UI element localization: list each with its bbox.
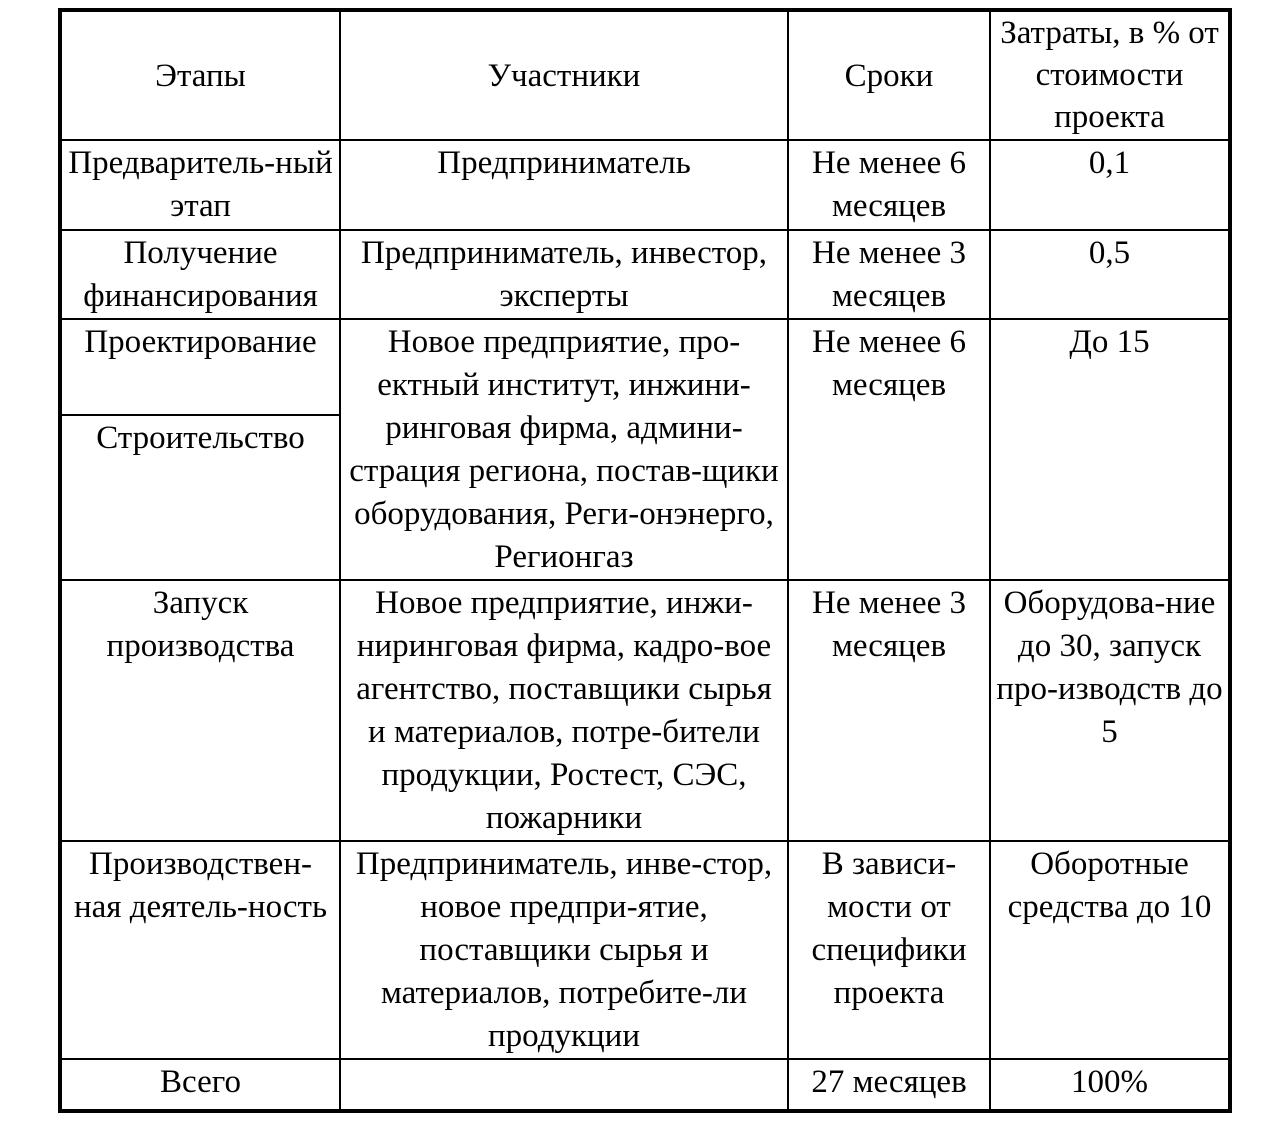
participants-cell: Предприниматель, инвестор, эксперты [340,230,788,319]
table-row [60,319,1230,415]
terms-cell: Не менее 3 месяцев [788,580,990,841]
terms-cell: В зависи-мости от специфики проекта [788,841,990,1059]
costs-cell: Оборотные средства до 10 [990,841,1230,1059]
project-stages-table [58,8,1232,1113]
participants-cell: Новое предприятие, инжи-ниринговая фирма, кадро-вое агентство, поставщики сырья и материалов, потре-бители продукции, Ростест, СЭС, пожарники [340,580,788,841]
stage-cell: Строительство [60,415,340,580]
table-row [60,841,1230,1059]
stage-cell: Производствен-ная деятель-ность [60,841,340,1059]
participants-cell: Предприниматель [340,140,788,230]
costs-cell: 0,1 [990,140,1230,230]
total-label-cell: Всего [60,1059,340,1111]
table-row [60,230,1230,319]
header-costs: Затраты, в % от стоимости проекта [990,10,1230,140]
stage-cell: Получение финансирования [60,230,340,319]
participants-cell: Предприниматель, инве-стор, новое предпри-ятие, поставщики сырья и материалов, потребите-ли продукции [340,841,788,1059]
table-row [60,580,1230,841]
costs-cell: 0,5 [990,230,1230,319]
terms-cell: Не менее 6 месяцев [788,140,990,230]
stage-cell: Проектирование [60,319,340,415]
terms-cell: Не менее 3 месяцев [788,230,990,319]
stage-cell: Запуск производства [60,580,340,841]
header-stages: Этапы [60,10,340,140]
table-row [60,140,1230,230]
header-terms: Сроки [788,10,990,140]
costs-cell: Оборудова-ние до 30, запуск про-изводств до 5 [990,580,1230,841]
terms-cell: Не менее 6 месяцев [788,319,990,580]
total-participants-cell [340,1059,788,1111]
total-terms-cell: 27 месяцев [788,1059,990,1111]
participants-cell: Новое предприятие, про-ектный институт, инжини-ринговая фирма, админи-страция региона, постав-щики оборудования, Реги-онэнерго, Регионгаз [340,319,788,580]
costs-cell: До 15 [990,319,1230,580]
header-row [60,10,1230,140]
header-participants: Участники [340,10,788,140]
total-costs-cell: 100% [990,1059,1230,1111]
stage-cell: Предваритель-ный этап [60,140,340,230]
total-row [60,1059,1230,1111]
